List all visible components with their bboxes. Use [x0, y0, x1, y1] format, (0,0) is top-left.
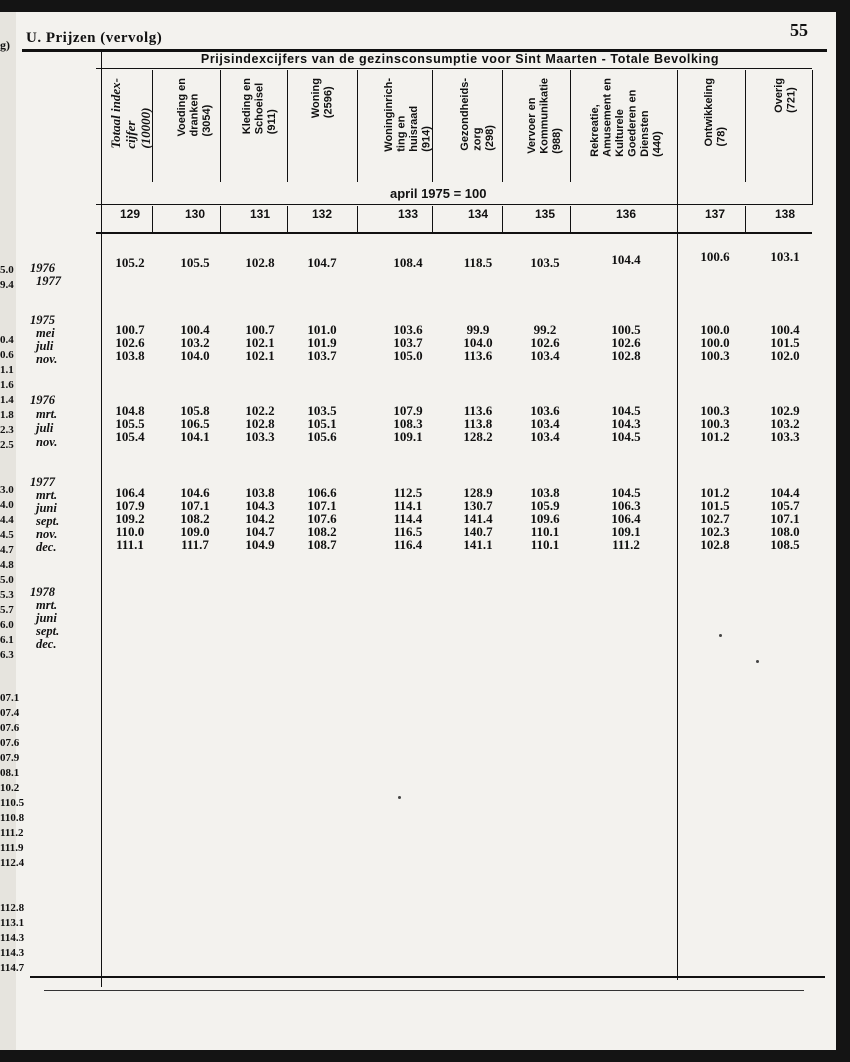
column-header: Kleding en Schoeisel (911) — [241, 78, 278, 135]
margin-number: 113.1 — [0, 917, 25, 929]
margin-number: 3.0 — [0, 484, 14, 496]
column-header: Ontwikkeling (78) — [702, 78, 727, 147]
margin-number: 4.7 — [0, 544, 14, 556]
table-cell: 99.9 — [466, 322, 490, 337]
right-table-border — [812, 70, 813, 205]
table-cell: 103.8 — [245, 485, 275, 500]
column-number: 129 — [119, 207, 141, 221]
table-cell: 104.2 — [245, 511, 275, 526]
table-cell: 105.5 — [180, 255, 210, 270]
table-cell: 101.2 — [700, 485, 730, 500]
column-divider — [432, 70, 433, 182]
table-cell: 105.9 — [530, 498, 560, 513]
footer-rule — [44, 990, 804, 991]
table-cell: 103.7 — [307, 348, 337, 363]
table-cell: 103.8 — [530, 485, 560, 500]
table-cell: 103.3 — [770, 429, 800, 444]
column-divider — [357, 70, 358, 182]
table-cell: 128.2 — [463, 429, 493, 444]
margin-number: 5.0 — [0, 574, 14, 586]
table-cell: 100.0 — [700, 335, 730, 350]
table-cell: 100.3 — [700, 416, 730, 431]
margin-number: 1.4 — [0, 394, 14, 406]
table-cell: 103.5 — [530, 255, 560, 270]
table-title: Prijsindexcijfers van de gezinsconsumptie voor Sint Maarten - Totale Bevolking — [200, 52, 720, 66]
table-cell: 107.9 — [115, 498, 145, 513]
colnum-rule — [96, 232, 812, 234]
table-cell: 105.5 — [115, 416, 145, 431]
table-cell: 107.9 — [393, 403, 423, 418]
table-cell: 102.7 — [700, 511, 730, 526]
column-divider-lower — [220, 206, 221, 232]
table-cell: 128.9 — [463, 485, 493, 500]
column-divider — [220, 70, 221, 182]
table-cell: 103.4 — [530, 429, 560, 444]
row-label: juli — [36, 421, 54, 435]
margin-number: 114.3 — [0, 947, 25, 959]
margin-number: 1.8 — [0, 409, 14, 421]
table-cell: 104.5 — [611, 403, 641, 418]
title-underline — [96, 68, 812, 69]
table-cell: 140.7 — [463, 524, 493, 539]
table-cell: 101.9 — [307, 335, 337, 350]
table-cell: 100.4 — [770, 322, 800, 337]
table-cell: 104.8 — [115, 403, 145, 418]
table-cell: 106.6 — [307, 485, 337, 500]
table-cell: 114.4 — [393, 511, 423, 526]
margin-number: 07.6 — [0, 722, 20, 734]
table-cell: 102.8 — [700, 537, 730, 552]
column-number: 132 — [311, 207, 333, 221]
table-cell: 112.5 — [393, 485, 423, 500]
table-cell: 104.7 — [307, 255, 337, 270]
table-cell: 113.6 — [463, 403, 493, 418]
table-cell: 111.7 — [181, 537, 209, 552]
table-cell: 103.5 — [307, 403, 337, 418]
margin-number: 4.4 — [0, 514, 14, 526]
row-label: dec. — [36, 540, 57, 554]
table-cell: 107.1 — [770, 511, 800, 526]
table-cell: 104.0 — [180, 348, 210, 363]
table-cell: 103.6 — [530, 403, 560, 418]
column-number: 133 — [397, 207, 419, 221]
table-cell: 110.1 — [530, 524, 560, 539]
table-cell: 105.7 — [770, 498, 800, 513]
margin-number: 07.1 — [0, 692, 20, 704]
table-cell: 100.4 — [180, 322, 210, 337]
table-cell: 102.8 — [611, 348, 641, 363]
table-cell: 116.4 — [393, 537, 423, 552]
table-cell: 105.2 — [115, 255, 145, 270]
row-label: sept. — [36, 514, 60, 528]
table-cell: 105.0 — [393, 348, 423, 363]
table-cell: 105.1 — [307, 416, 337, 431]
table-cell: 106.5 — [180, 416, 210, 431]
table-cell: 116.5 — [393, 524, 423, 539]
print-speck — [719, 634, 722, 637]
table-cell: 141.1 — [463, 537, 493, 552]
print-speck — [398, 796, 401, 799]
margin-number: 6.0 — [0, 619, 14, 631]
column-divider-lower — [502, 206, 503, 232]
margin-number: 111.9 — [0, 842, 24, 854]
margin-number: 2.3 — [0, 424, 14, 436]
table-cell: 102.1 — [245, 348, 275, 363]
column-number: 134 — [467, 207, 489, 221]
column-header: Woning (2596) — [309, 78, 334, 119]
bottom-rule — [30, 976, 825, 978]
row-label: mrt. — [36, 407, 58, 421]
table-cell: 118.5 — [463, 255, 493, 270]
row-label: nov. — [36, 435, 58, 449]
column-number: 137 — [704, 207, 726, 221]
table-cell: 109.1 — [611, 524, 641, 539]
table-cell: 100.5 — [611, 322, 641, 337]
table-cell: 110.1 — [530, 537, 560, 552]
table-cell: 102.0 — [770, 348, 800, 363]
row-label: mrt. — [36, 488, 58, 502]
table-cell: 105.4 — [115, 429, 145, 444]
table-cell: 141.4 — [463, 511, 493, 526]
table-cell: 102.1 — [245, 335, 275, 350]
row-label: nov. — [36, 527, 58, 541]
table-cell: 103.7 — [393, 335, 423, 350]
column-header: Totaal index- cijfer (10000) — [107, 78, 153, 149]
page-number: 55 — [790, 20, 808, 40]
table-cell: 103.6 — [393, 322, 423, 337]
table-cell: 104.7 — [245, 524, 275, 539]
table-cell: 104.1 — [180, 429, 210, 444]
table-cell: 108.5 — [770, 537, 800, 552]
margin-number: 110.8 — [0, 812, 25, 824]
margin-number: 4.8 — [0, 559, 14, 571]
table-cell: 103.2 — [770, 416, 800, 431]
table-cell: 105.8 — [180, 403, 210, 418]
table-cell: 100.7 — [115, 322, 145, 337]
row-label: juni — [36, 611, 57, 625]
margin-number: 07.6 — [0, 737, 20, 749]
table-cell: 108.2 — [180, 511, 210, 526]
table-cell: 113.8 — [463, 416, 493, 431]
table-cell: 110.0 — [115, 524, 145, 539]
column-divider-lower — [357, 206, 358, 232]
table-cell: 100.7 — [245, 322, 275, 337]
table-cell: 103.4 — [530, 348, 560, 363]
table-cell: 108.3 — [393, 416, 423, 431]
margin-number: 6.1 — [0, 634, 14, 646]
table-cell: 104.0 — [463, 335, 493, 350]
table-cell: 102.6 — [530, 335, 560, 350]
table-cell: 104.4 — [770, 485, 800, 500]
column-divider — [570, 70, 571, 182]
table-cell: 104.6 — [180, 485, 210, 500]
table-cell: 108.4 — [393, 255, 423, 270]
table-cell: 103.2 — [180, 335, 210, 350]
column-header: Vervoer en Kommunikatie (988) — [526, 78, 563, 154]
column-divider-lower — [570, 206, 571, 232]
row-label: 1978 — [30, 585, 55, 599]
table-cell: 114.1 — [393, 498, 423, 513]
row-label: 1976 — [30, 261, 55, 275]
table-cell: 100.3 — [700, 348, 730, 363]
table-cell: 100.3 — [700, 403, 730, 418]
column-number: 136 — [615, 207, 637, 221]
margin-number: 1.6 — [0, 379, 14, 391]
margin-number: 5.0 — [0, 264, 14, 276]
column-header: Gezondheids- zorg (298) — [459, 78, 496, 151]
column-header: Voeding en dranken (3054) — [176, 78, 213, 137]
row-label: 1976 — [30, 393, 55, 407]
column-divider — [287, 70, 288, 182]
column-divider-lower — [432, 206, 433, 232]
row-label: nov. — [36, 352, 58, 366]
print-speck — [756, 660, 759, 663]
table-cell: 100.0 — [700, 322, 730, 337]
table-cell: 102.2 — [245, 403, 275, 418]
column-divider-lower — [287, 206, 288, 232]
table-cell: 103.8 — [115, 348, 145, 363]
margin-number: 1.1 — [0, 364, 14, 376]
table-cell: 108.0 — [770, 524, 800, 539]
column-header: Overig (721) — [772, 78, 797, 113]
table-cell: 102.9 — [770, 403, 800, 418]
row-label: mrt. — [36, 598, 58, 612]
table-cell: 100.6 — [700, 249, 730, 264]
margin-number: 6.3 — [0, 649, 14, 661]
table-cell: 102.8 — [245, 255, 275, 270]
table-cell: 107.6 — [307, 511, 337, 526]
table-cell: 111.2 — [612, 537, 640, 552]
table-cell: 106.3 — [611, 498, 641, 513]
left-page-fragment: g) — [0, 38, 10, 52]
margin-number: 112.8 — [0, 902, 25, 914]
row-label: juli — [36, 339, 54, 353]
table-cell: 99.2 — [533, 322, 557, 337]
table-cell: 105.6 — [307, 429, 337, 444]
margin-number: 9.4 — [0, 279, 14, 291]
margin-number: 08.1 — [0, 767, 20, 779]
table-cell: 104.9 — [245, 537, 275, 552]
base-period-label: april 1975 = 100 — [390, 186, 487, 201]
margin-number: 2.5 — [0, 439, 14, 451]
column-divider — [745, 70, 746, 182]
margin-number: 5.3 — [0, 589, 14, 601]
row-label: 1975 — [30, 313, 55, 327]
margin-number: 4.0 — [0, 499, 14, 511]
column-header: Woninginrich- ting en huisraad (914) — [383, 78, 433, 152]
table-cell: 102.6 — [115, 335, 145, 350]
table-cell: 102.6 — [611, 335, 641, 350]
column-number: 138 — [774, 207, 796, 221]
table-cell: 101.5 — [770, 335, 800, 350]
column-divider-lower — [152, 206, 153, 232]
table-cell: 104.3 — [611, 416, 641, 431]
table-cell: 109.6 — [530, 511, 560, 526]
table-cell: 103.3 — [245, 429, 275, 444]
margin-number: 114.3 — [0, 932, 25, 944]
margin-number: 112.4 — [0, 857, 25, 869]
table-cell: 107.1 — [307, 498, 337, 513]
table-cell: 109.2 — [115, 511, 145, 526]
table-cell: 104.5 — [611, 485, 641, 500]
table-cell: 103.4 — [530, 416, 560, 431]
column-number: 135 — [534, 207, 556, 221]
table-cell: 103.1 — [770, 249, 800, 264]
row-label: 1977 — [30, 475, 55, 489]
table-cell: 104.5 — [611, 429, 641, 444]
column-divider — [152, 70, 153, 182]
table-cell: 102.3 — [700, 524, 730, 539]
table-cell: 111.1 — [116, 537, 144, 552]
table-cell: 109.1 — [393, 429, 423, 444]
row-label: 1977 — [36, 274, 61, 288]
margin-number: 4.5 — [0, 529, 14, 541]
table-cell: 106.4 — [611, 511, 641, 526]
row-label: mei — [36, 326, 55, 340]
table-cell: 108.7 — [307, 537, 337, 552]
table-cell: 106.4 — [115, 485, 145, 500]
row-label: dec. — [36, 637, 57, 651]
margin-number: 0.4 — [0, 334, 14, 346]
table-cell: 107.1 — [180, 498, 210, 513]
table-cell: 104.4 — [611, 252, 641, 267]
section-title: U. Prijzen (vervolg) — [26, 30, 163, 46]
table-cell: 101.5 — [700, 498, 730, 513]
margin-number: 5.7 — [0, 604, 14, 616]
table-cell: 113.6 — [463, 348, 493, 363]
table-cell: 102.8 — [245, 416, 275, 431]
margin-number: 10.2 — [0, 782, 20, 794]
margin-number: 111.2 — [0, 827, 24, 839]
table-cell: 130.7 — [463, 498, 493, 513]
column-number: 130 — [184, 207, 206, 221]
margin-number: 0.6 — [0, 349, 14, 361]
margin-number: 07.9 — [0, 752, 20, 764]
row-label: juni — [36, 501, 57, 515]
column-divider — [502, 70, 503, 182]
table-cell: 104.3 — [245, 498, 275, 513]
column-header: Rekreatie, Amusement en Kulturele Goederen en Diensten (440) — [588, 78, 663, 157]
column-divider-lower — [745, 206, 746, 232]
table-cell: 101.0 — [307, 322, 337, 337]
margin-number: 110.5 — [0, 797, 25, 809]
table-cell: 101.2 — [700, 429, 730, 444]
table-cell: 109.0 — [180, 524, 210, 539]
table-cell: 108.2 — [307, 524, 337, 539]
column-number: 131 — [249, 207, 271, 221]
row-label: sept. — [36, 624, 60, 638]
header-rule — [96, 204, 812, 205]
column-divider — [677, 70, 678, 980]
margin-number: 07.4 — [0, 707, 20, 719]
margin-number: 114.7 — [0, 962, 25, 974]
